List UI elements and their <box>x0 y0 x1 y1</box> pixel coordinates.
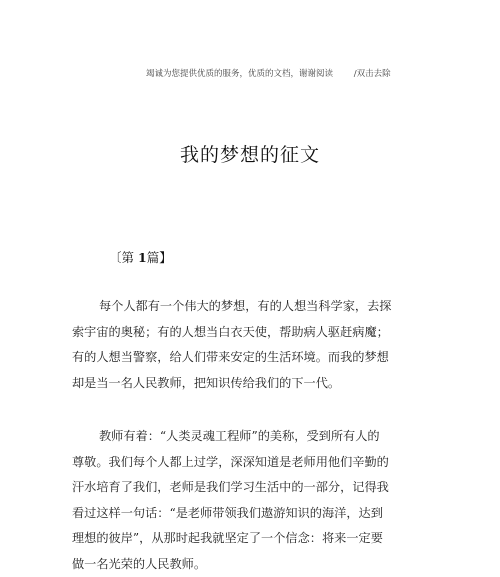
paragraph-line: 做一名光荣的人民教师。 <box>72 552 392 577</box>
paragraph-line: 每个人都有一个伟大的梦想，有的人想当科学家，去探 <box>72 294 392 320</box>
section-close: 篇】 <box>147 250 172 265</box>
header-notice: 竭诚为您提供优质的服务，优质的文档，谢谢阅读 <box>146 69 333 79</box>
paragraph-line: 理想的彼岸”，从那时起我就坚定了一个信念：将来一定要 <box>72 526 392 552</box>
paragraph-line: 有的人想当警察，给人们带来安定的生活环境。而我的梦想 <box>72 345 392 371</box>
paragraph-line: 教师有着：“人类灵魂工程师”的美称，受到所有人的 <box>72 424 392 450</box>
paragraph-line: 汗水培育了我们，老师是我们学习生活中的一部分，记得我 <box>72 475 392 501</box>
section-open: 〔第 <box>109 250 138 265</box>
paragraph-line: 索宇宙的奥秘；有的人想当白衣天使，帮助病人驱赶病魔； <box>72 320 392 346</box>
page-header <box>146 67 391 79</box>
section-heading <box>109 248 172 266</box>
paragraph-line: 却是当一名人民教师，把知识传给我们的下一代。 <box>72 371 392 397</box>
section-number: 1 <box>138 250 147 265</box>
document-title: 我的梦想的征文 <box>0 140 500 167</box>
paragraph-1 <box>72 294 392 396</box>
paragraph-2 <box>72 424 392 577</box>
paragraph-line: 看过这样一句话：“是老师带领我们遨游知识的海洋，达到 <box>72 501 392 527</box>
paragraph-line: 尊敬。我们每个人都上过学，深深知道是老师用他们辛勤的 <box>72 450 392 476</box>
remove-header-link[interactable]: /双击去除 <box>354 69 391 79</box>
